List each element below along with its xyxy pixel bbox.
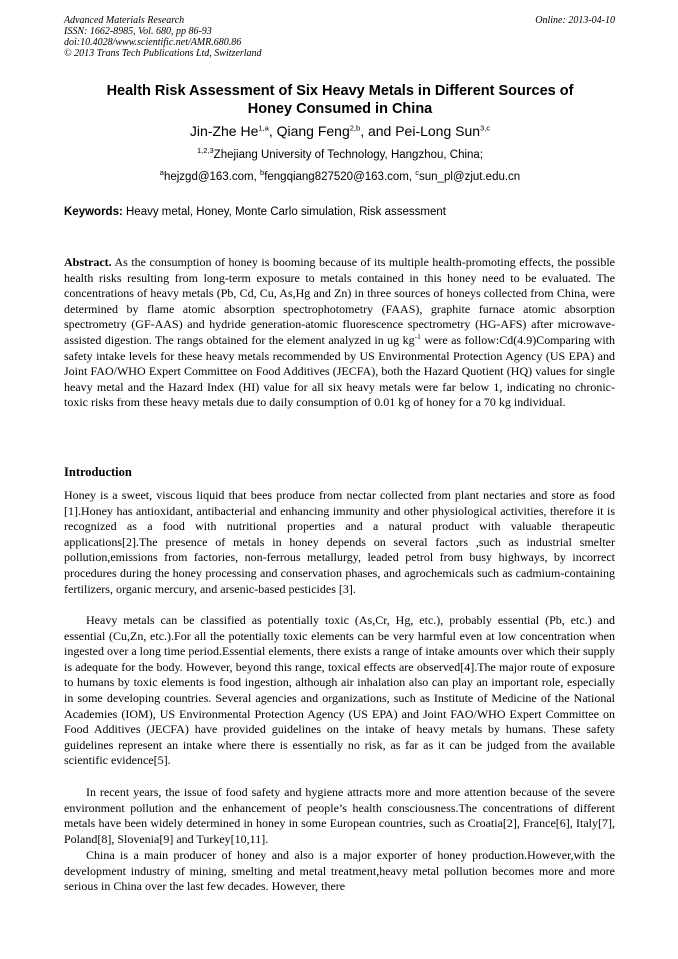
- affiliation: [60, 148, 620, 163]
- doi-line: doi:10.4028/www.scientific.net/AMR.680.86: [64, 37, 242, 48]
- email-b-sup: b: [260, 168, 265, 178]
- title-line-1: Health Risk Assessment of Six Heavy Metals in Different Sources of: [106, 83, 574, 99]
- abstract-text-1: As the consumption of honey is booming because of its multiple health-promoting effects, the possible health risks resulting from long-term exposure to metals contained in this honey need to be evaluated. The concentrations of heavy metals (Pb, Cd, Cu, As,Hg and Zn) in three sources of honeys collected from China, were determined by flame atomic absorption spectrophotometry (FAAS), graphite furnace atomic absorption spectrometry (GF-AAS) and hydride generation-atomic fluorescence spectrometry (HG-AFS) after microwave-assisted digestion. The rangs obtained for the element analyzed in ug kg: [64, 255, 615, 347]
- author-1: Jin-Zhe He: [189, 123, 259, 139]
- abstract-label: Abstract.: [64, 255, 112, 269]
- online-date: Online: 2013-04-10: [535, 15, 615, 26]
- author-3: , and Pei-Long Sun: [360, 123, 481, 139]
- intro-paragraph-2: Heavy metals can be classified as potentially toxic (As,Cr, Hg, etc.), probably essential (Pb, etc.) and essential (Cu,Zn, etc.).For all the potentially toxic elements can be very harmful even at low concentration when ingested over a long time period.Essential elements, there exists a range of intake amounts over which their supply is adequate for the body. However, beyond this range, toxical effects are observed[4].The major route of exposure to humans by toxic elements is food ingestion, although air inhalation also can play an important role, especially in some developing countries. Several agencies and organizations, such as Institute of Medicine of the National Academies (IOM), US Environmental Protection Agency (US EPA) and Joint FAO/WHO Expert Committee on Food Additives (JECFA) have provided guidelines on the intake of heavy metals by humans. These safety guidelines represent an intake where there is essentially no risk, as far as it can be judged from the available scientific evidence[5].: [64, 613, 615, 768]
- author-list: [60, 122, 620, 140]
- intro-paragraph-1: Honey is a sweet, viscous liquid that bees produce from nectar collected from plant nectaries and store as food [1].Honey has antioxidant, antibacterial and enhancing immunity and other physiological activities, therefore it is recognized as a food with nutritional properties and a natural product with valuable therapeutic applications[2].The presence of metals in honey depends on several factors ,such as industrial smelter pollution,emissions from factories, non-ferrous metallurgy, leaded petrol from busy highways, by incorrect procedures during the honey processing and conservation phases, and agrochemicals such as cadmium-containing fertilizers, organic mercury, and arsenic-based pesticides [3].: [64, 488, 615, 596]
- email-list: [60, 170, 620, 185]
- affiliation-sup: 1,2,3: [196, 146, 214, 156]
- author-2: , Qiang Feng: [268, 123, 350, 139]
- abstract-text-2: were as follow:Cd(4.9)Comparing with safety intake levels for these heavy metals recommended by US Environmental Protection Agency (US EPA) and Joint FAO/WHO Expert Committee on Food Additives (JECFA), both the Hazard Quotient (HQ) values for single heavy metal and the Hazard Index (HI) value for all six heavy metals were far below 1, indicating no chronic-toxic risks from these heavy metals due to daily consumption of 0.01 kg of honey for a 70 kg individual.: [64, 332, 615, 410]
- copyright-line: © 2013 Trans Tech Publications Ltd, Switzerland: [64, 48, 262, 59]
- paper-title: [60, 82, 620, 118]
- email-a-sup: a: [159, 168, 164, 178]
- intro-paragraph-4: China is a main producer of honey and also is a major exporter of honey production.However,with the development industry of mining, smelting and metal treatment,heavy metal pollution becomes more and more serious in China over the last few decades. However, there: [64, 848, 615, 894]
- author-3-affil: 3,c: [480, 123, 491, 133]
- introduction-heading: Introduction: [64, 465, 132, 479]
- email-c-sup: c: [415, 168, 420, 178]
- issn-line: ISSN: 1662-8985, Vol. 680, pp 86-93: [64, 26, 212, 37]
- author-2-affil: 2,b: [349, 123, 361, 133]
- author-1-affil: 1,a: [258, 123, 269, 133]
- title-line-2: Honey Consumed in China: [247, 101, 433, 117]
- affiliation-text: Zhejiang University of Technology, Hangzhou, China;: [213, 149, 484, 161]
- keywords-text: Heavy metal, Honey, Monte Carlo simulation, Risk assessment: [122, 206, 446, 218]
- journal-header: [64, 15, 615, 59]
- abstract-unit-sup: -1: [414, 331, 421, 341]
- keywords-label: Keywords:: [64, 206, 123, 218]
- email-a: hejzgd@163.com,: [163, 171, 261, 183]
- abstract: [64, 255, 615, 411]
- journal-name: Advanced Materials Research: [64, 15, 185, 26]
- email-c: sun_pl@zjut.edu.cn: [419, 171, 521, 183]
- intro-paragraph-3: In recent years, the issue of food safety and hygiene attracts more and more attention because of the severe environment pollution and the enhancement of people’s health consciousness.The concentrations of different metals have been widely determined in honey in some European countries, such as Croatia[2], France[6], Italy[7], Poland[8], Slovenia[9] and Turkey[10,11].: [64, 785, 615, 846]
- keywords: [64, 205, 615, 220]
- email-b: fengqiang827520@163.com,: [264, 171, 416, 183]
